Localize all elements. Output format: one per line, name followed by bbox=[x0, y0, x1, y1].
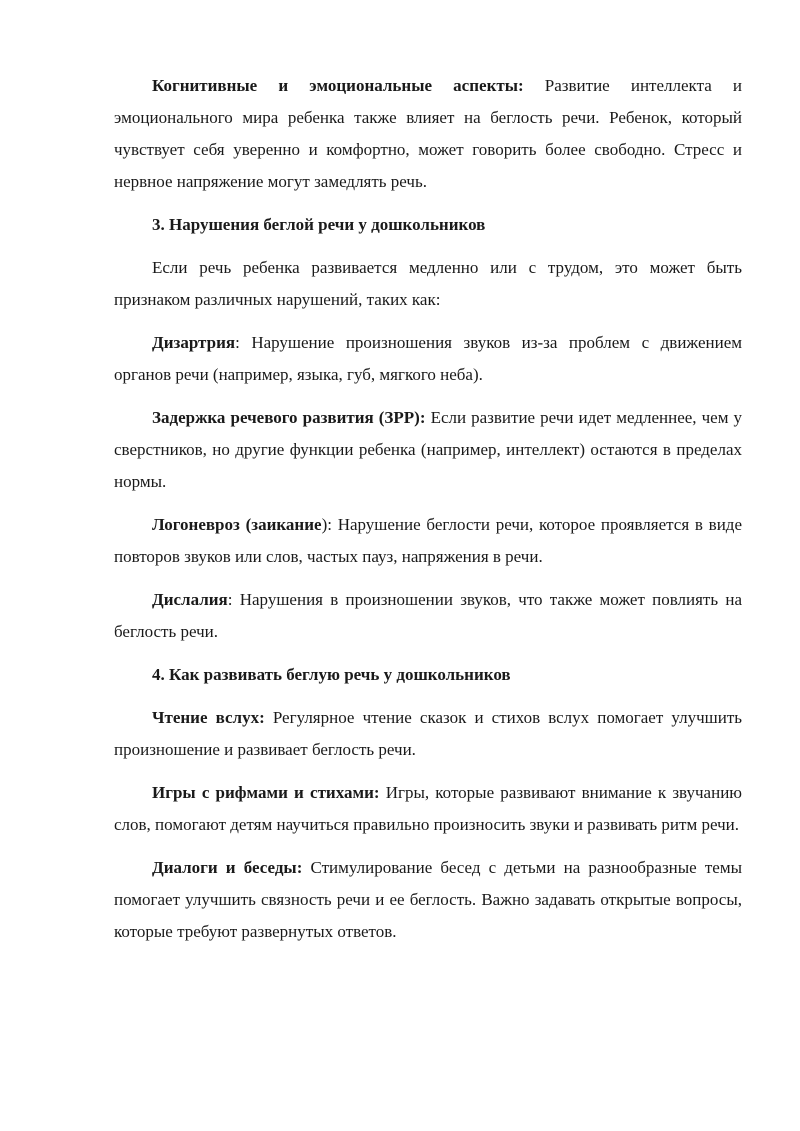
paragraph-text: ): Нарушение беглости речи, которое проявляется в виде повторов звуков или слов, частых пауз, напряжения в речи. bbox=[114, 515, 742, 566]
term-label: Игры с рифмами и стихами: bbox=[152, 783, 380, 802]
paragraph-text: Игры, которые развивают внимание к звучанию слов, помогают детям научиться правильно произносить звуки и развивать ритм речи. bbox=[114, 783, 742, 834]
section-heading-3: 3. Нарушения беглой речи у дошкольников bbox=[152, 215, 486, 234]
paragraph-reading-aloud bbox=[114, 702, 742, 766]
paragraph-dyslalia bbox=[114, 584, 742, 648]
term-label: Диалоги и беседы: bbox=[152, 858, 303, 877]
term-label: Чтение вслух: bbox=[152, 708, 265, 727]
paragraph-cognitive-aspects bbox=[114, 70, 742, 198]
paragraph-speech-delay bbox=[114, 402, 742, 498]
term-label: Дислалия bbox=[152, 590, 228, 609]
paragraph-stuttering bbox=[114, 509, 742, 573]
paragraph-dialogues bbox=[114, 852, 742, 948]
term-label: Логоневроз (заикание bbox=[152, 515, 322, 534]
paragraph-text: Развитие интеллекта и эмоционального мира ребенка также влияет на беглость речи. Ребенок, который чувствует себя уверенно и комфортно, может говорить более свободно. Стресс и нервное напряжение могут замедлять речь. bbox=[114, 76, 742, 191]
section-heading-4: 4. Как развивать беглую речь у дошкольников bbox=[152, 665, 511, 684]
paragraph-dysarthria bbox=[114, 327, 742, 391]
paragraph-text: Регулярное чтение сказок и стихов вслух помогает улучшить произношение и развивает беглость речи. bbox=[114, 708, 743, 759]
paragraph-text: Стимулирование бесед с детьми на разнообразные темы помогает улучшить связность речи и ее беглость. Важно задавать открытые вопросы, которые требуют развернутых ответов. bbox=[114, 858, 742, 941]
paragraph-text: : Нарушения в произношении звуков, что также может повлиять на беглость речи. bbox=[114, 590, 742, 641]
paragraph-rhyme-games bbox=[114, 777, 742, 841]
term-label: Когнитивные и эмоциональные аспекты: bbox=[152, 76, 524, 95]
term-label: Задержка речевого развития (ЗРР): bbox=[152, 408, 426, 427]
paragraph-text: : Нарушение произношения звуков из-за проблем с движением органов речи (например, языка, губ, мягкого неба). bbox=[114, 333, 742, 384]
paragraph-text: Если развитие речи идет медленнее, чем у сверстников, но другие функции ребенка (например, интеллект) остаются в пределах нормы. bbox=[114, 408, 743, 491]
term-label: Дизартрия bbox=[152, 333, 236, 352]
document-page bbox=[114, 70, 742, 959]
paragraph-intro-disorders: Если речь ребенка развивается медленно или с трудом, это может быть признаком различных нарушений, таких как: bbox=[114, 258, 742, 309]
